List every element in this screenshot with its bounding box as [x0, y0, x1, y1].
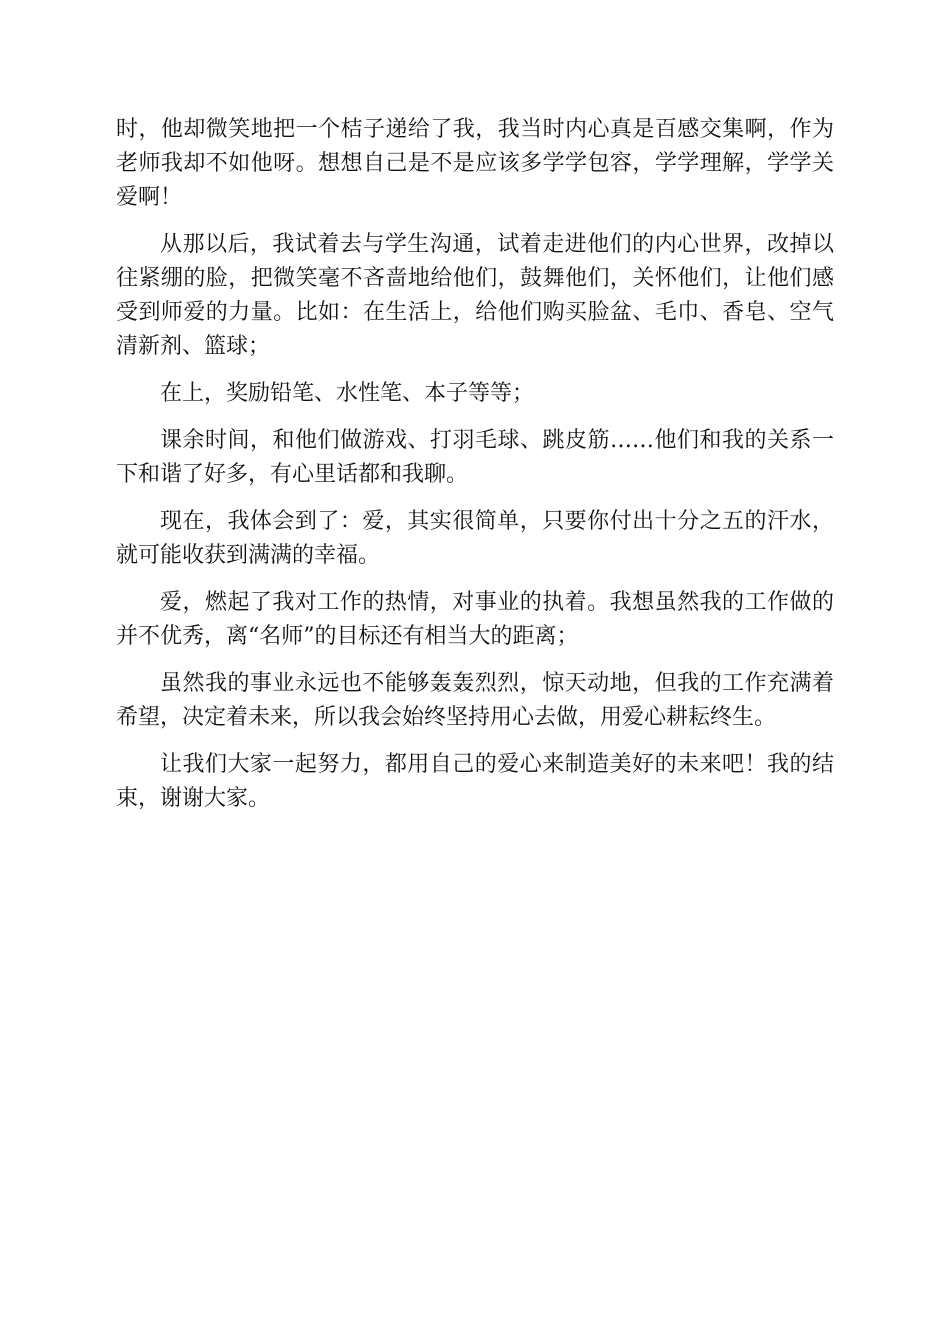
- paragraph: 现在，我体会到了：爱，其实很简单，只要你付出十分之五的汗水，就可能收获到满满的幸福。: [116, 509, 834, 568]
- paragraph-continued: 时，他却微笑地把一个桔子递给了我，我当时内心真是百感交集啊，作为老师我却不如他呀。想想自己是不是应该多学学包容，学学理解，学学关爱啊！: [116, 117, 834, 210]
- paragraph: 虽然我的事业永远也不能够轰轰烈烈，惊天动地，但我的工作充满着希望，决定着未来，所以我会始终坚持用心去做，用爱心耕耘终生。: [116, 671, 834, 730]
- document-body: [116, 113, 834, 829]
- paragraph: 让我们大家一起努力，都用自己的爱心来制造美好的未来吧！我的结束，谢谢大家。: [116, 752, 834, 811]
- paragraph: 从那以后，我试着去与学生沟通，试着走进他们的内心世界，改掉以往紧绷的脸，把微笑毫不吝啬地给他们，鼓舞他们，关怀他们，让他们感受到师爱的力量。比如：在生活上，给他们购买脸盆、毛巾、香皂、空气清新剂、篮球；: [116, 232, 834, 359]
- paragraph: 爱，燃起了我对工作的热情，对事业的执着。我想虽然我的工作做的并不优秀，离“名师”的目标还有相当大的距离；: [116, 590, 834, 649]
- paragraph: 课余时间，和他们做游戏、打羽毛球、跳皮筋……他们和我的关系一下和谐了好多，有心里话都和我聊。: [116, 428, 834, 487]
- paragraph: 在上，奖励铅笔、水性笔、本子等等；: [160, 381, 535, 406]
